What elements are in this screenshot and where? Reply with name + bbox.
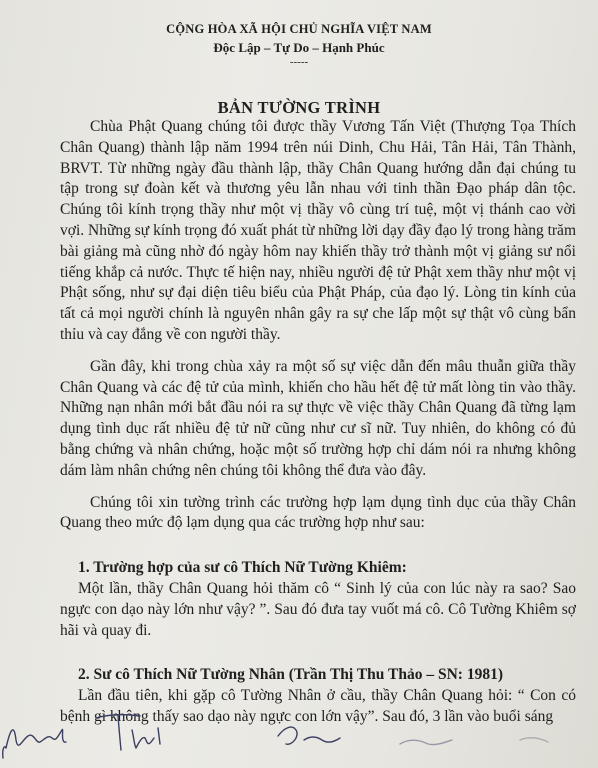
case-1-heading: 1. Trường hợp của sư cô Thích Nữ Tường Khiêm: — [78, 559, 407, 577]
signature-1 — [6, 729, 66, 748]
national-motto: Độc Lập – Tự Do – Hạnh Phúc — [213, 40, 385, 55]
signature-5 — [520, 738, 548, 742]
paragraph-background: Gần đây, khi trong chùa xảy ra một số sự việc dẫn đến mâu thuẫn giữa thầy Chân Quang và các đệ tử của mình, khiến cho hầu hết đệ tử mất lòng tin vào thầy. Những nạn nhân mới bắt đầu nói ra sự thực về việc thầy Chân Quang đã từng lạm dụng tình dục rất nhiều đệ tử nữ cũng như cư sĩ nữ. Tuy nhiên, do không có đủ bằng chứng và nhân chứng, hoặc một số trường hợp chỉ dám nói ra nhưng không dám làm nhân chứng nên chúng tôi không thể đưa vào đây. — [60, 357, 576, 479]
document-body — [60, 117, 576, 728]
signature-row — [0, 700, 598, 768]
signature-2 — [96, 715, 160, 750]
document-title: BẢN TƯỜNG TRÌNH — [217, 98, 381, 117]
case-1-text: Một lần, thầy Chân Quang hỏi thăm cô “ Sinh lý của con lúc này ra sao? Sao ngực con dạo này lớn như vậy? ”. Sau đó đưa tay vuốt má cô. Cô Tường Khiêm sợ hãi và quay đi. — [60, 579, 576, 639]
signature-4 — [400, 740, 452, 745]
case-1 — [60, 558, 576, 641]
header-divider: ----- — [289, 56, 309, 68]
paragraph-summary: Chúng tôi xin tường trình các trường hợp lạm dụng tình dục của thầy Chân Quang theo mức độ lạm dụng qua các trường hợp như sau: — [60, 493, 576, 532]
paragraph-intro: Chùa Phật Quang chúng tôi được thầy Vương Tấn Việt (Thượng Tọa Thích Chân Quang) thành lập năm 1994 trên núi Dinh, Chu Hải, Tân Hải, Tân Thành, BRVT. Từ những ngày đầu thành lập, thầy Chân Quang hướng dẫn đại chúng tu tập trong sự đoàn kết và thương yêu lẫn nhau với tinh thần Đạo pháp dân tộc. Chúng tôi kính trọng thầy như một vị thầy vô cùng trí tuệ, một vị thánh cao vời vợi. Những sự kính trọng đó xuất phát từ những lời dạy đầy đạo lý trong hàng trăm bài giảng mà cũng nhờ đó ngày hôm nay khiến thầy trở thành một vị giảng sư nổi tiếng khắp cả nước. Thực tế hiện nay, nhiều người đệ tử Phật xem thầy như một vị Phật sống, như sự đại diện tiêu biểu của Phật Pháp, của đạo lý. Lòng tin kính của tất cả mọi người chính là nguyên nhân gây ra sự che lấp một sự thật vô cùng bẩn thỉu và cay đắng về con người thầy. — [60, 118, 576, 343]
case-2-heading: 2. Sư cô Thích Nữ Tường Nhân (Trần Thị Thu Thảo – SN: 1981) — [78, 666, 503, 684]
signature-3 — [278, 727, 340, 744]
signature-strokes — [0, 700, 598, 768]
document-header — [0, 0, 598, 68]
national-title: CỘNG HÒA XÃ HỘI CHỦ NGHĨA VIỆT NAM — [166, 22, 432, 36]
case-2-text: Lần đầu tiên, khi gặp cô Tường Nhân ở cầu, thầy Chân Quang hỏi: “ Con có bệnh gì không thấy sao dạo này ngực con lớn vậy”. Sau đó, 3 lần vào buổi sáng — [60, 687, 576, 725]
